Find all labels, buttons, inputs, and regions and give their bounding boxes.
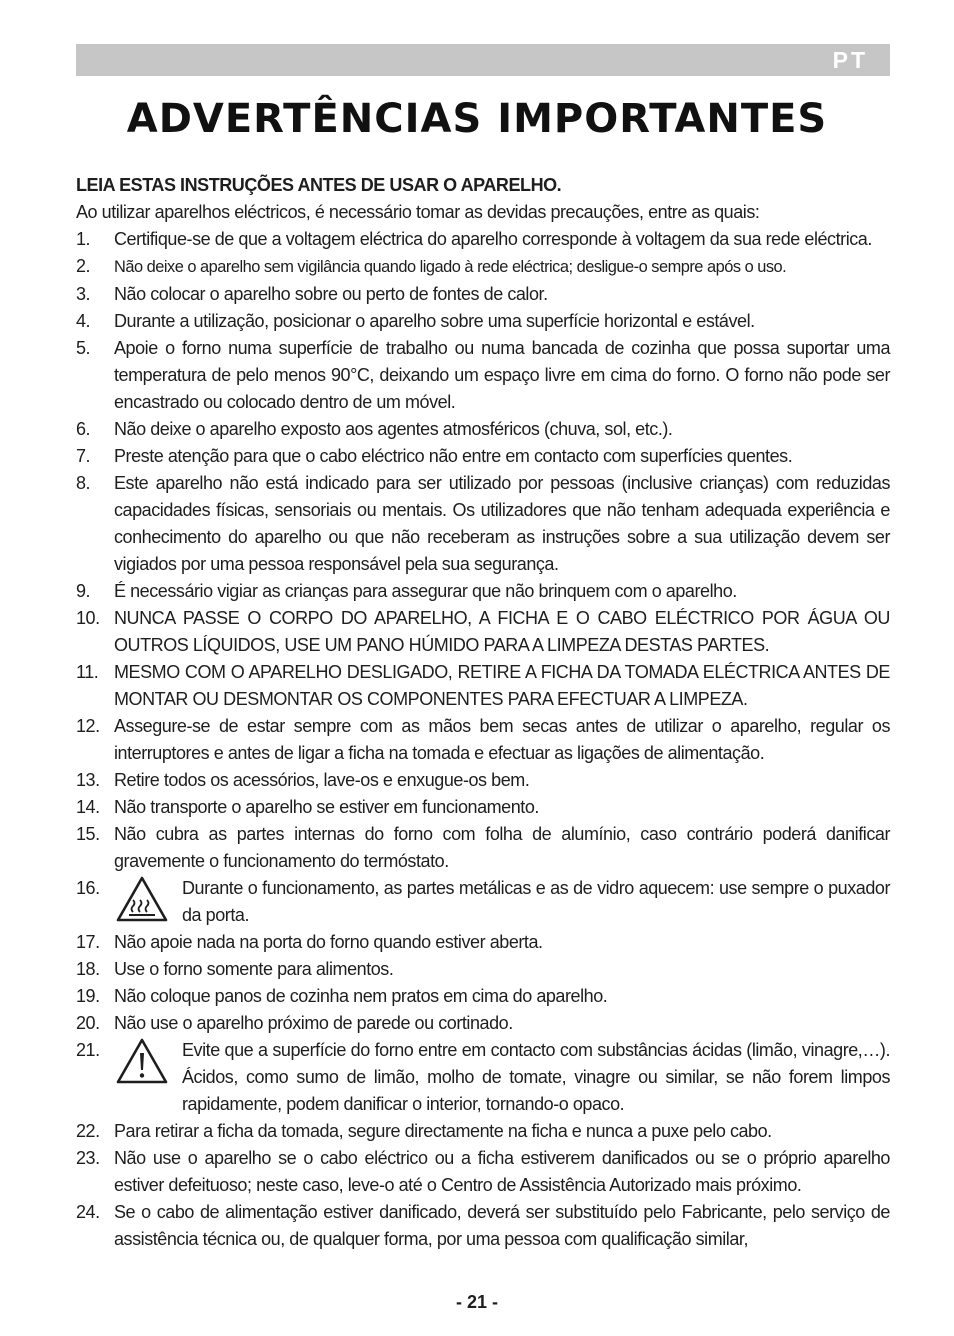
item-number: 22. [76,1121,100,1141]
item-text: Não use o aparelho próximo de parede ou cortinado. [114,1013,513,1033]
item-number: 7. [76,446,91,466]
language-bar [76,44,890,76]
item-text: Não deixe o aparelho sem vigilância quando ligado à rede eléctrica; desligue-o sempre após o uso. [114,258,787,276]
list-item [76,713,890,767]
item-number: 18. [76,959,100,979]
item-number: 9. [76,581,91,601]
list-item [76,443,890,470]
language-label: PT [832,47,868,73]
item-number: 5. [76,338,91,358]
list-item [76,605,890,659]
item-number: 15. [76,824,100,844]
item-number: 14. [76,797,100,817]
item-text: Assegure-se de estar sempre com as mãos bem secas antes de utilizar o aparelho, regular os interruptores e antes de ligar a ficha na tomada e efectuar as ligações de alimentação. [114,716,890,763]
item-text: Não colocar o aparelho sobre ou perto de fontes de calor. [114,284,548,304]
item-text: Não deixe o aparelho exposto aos agentes atmosféricos (chuva, sol, etc.). [114,419,673,439]
page-number: - 21 - [455,1292,498,1312]
item-text: Para retirar a ficha da tomada, segure directamente na ficha e nunca a puxe pelo cabo. [114,1121,772,1141]
item-text: Apoie o forno numa superfície de trabalho ou numa bancada de cozinha que possa suportar uma temperatura de pelo menos 90°C, deixando um espaço livre em cima do forno. O forno não pode ser encastrado ou colocado dentro de um móvel. [114,338,890,412]
list-item [76,1199,890,1253]
page-title: ADVERTÊNCIAS IMPORTANTES [126,96,828,142]
item-text: Este aparelho não está indicado para ser utilizado por pessoas (inclusive crianças) com reduzidas capacidades físicas, sensoriais ou mentais. Os utilizadores que não tenham adequada experiência e conhecimento do aparelho ou que não receberam as instruções sobre a sua utilização devem ser vigiados por uma pessoa responsável pela sua segurança. [114,473,890,574]
item-text: Retire todos os acessórios, lave-os e enxugue-os bem. [114,770,530,790]
item-number: 12. [76,716,100,736]
item-text: Evite que a superfície do forno entre em contacto com substâncias ácidas (limão, vinagre,…). Ácidos, como sumo de limão, molho de tomate, vinagre ou similar, se não forem limpos rapidamente, podem danificar o interior, tornando-o opaco. [182,1040,890,1114]
list-item [76,281,890,308]
item-number: 3. [76,284,91,304]
item-text: Não use o aparelho se o cabo eléctrico ou a ficha estiverem danificados ou se o próprio aparelho estiver defeituoso; neste caso, leve-o até o Centro de Assistência Autorizado mais próximo. [114,1148,890,1195]
item-number: 4. [76,311,91,331]
item-number: 10. [76,608,100,628]
list-item [76,335,890,416]
item-number: 1. [76,229,91,249]
item-number: 24. [76,1202,100,1222]
item-number: 17. [76,932,100,952]
item-number: 13. [76,770,100,790]
item-number: 21. [76,1040,100,1060]
item-number: 11. [76,662,99,682]
list-item [76,1037,890,1118]
list-item [76,308,890,335]
general-warning-icon [116,1037,168,1085]
item-text: Se o cabo de alimentação estiver danificado, deverá ser substituído pelo Fabricante, pelo serviço de assistência técnica ou, de qualquer forma, por uma pessoa com qualificação similar, [114,1202,890,1249]
list-item [76,875,890,929]
item-number: 16. [76,878,100,898]
list-item [76,929,890,956]
item-text: Use o forno somente para alimentos. [114,959,394,979]
document-body [76,172,890,1253]
instructions-heading: LEIA ESTAS INSTRUÇÕES ANTES DE USAR O APARELHO. [76,175,562,195]
item-number: 23. [76,1148,100,1168]
warnings-list [76,226,890,1253]
list-item [76,794,890,821]
item-text: Não transporte o aparelho se estiver em funcionamento. [114,797,539,817]
item-text: Não coloque panos de cozinha nem pratos em cima do aparelho. [114,986,608,1006]
list-item [76,470,890,578]
item-text: Durante a utilização, posicionar o aparelho sobre uma superfície horizontal e estável. [114,311,755,331]
item-text: Não cubra as partes internas do forno com folha de alumínio, caso contrário poderá danificar gravemente o funcionamento do termóstato. [114,824,890,871]
list-item [76,767,890,794]
list-item [76,253,890,281]
list-item [76,416,890,443]
item-number: 8. [76,473,91,493]
item-number: 2. [76,256,91,276]
list-item [76,659,890,713]
item-text: É necessário vigiar as crianças para assegurar que não brinquem com o aparelho. [114,581,737,601]
list-item [76,1118,890,1145]
list-item [76,983,890,1010]
list-item [76,1145,890,1199]
item-text: Não apoie nada na porta do forno quando estiver aberta. [114,932,543,952]
item-text: Durante o funcionamento, as partes metálicas e as de vidro aquecem: use sempre o puxador da porta. [182,878,890,925]
list-item [76,578,890,605]
item-text: Certifique-se de que a voltagem eléctrica do aparelho corresponde à voltagem da sua rede eléctrica. [114,229,872,249]
intro-text: Ao utilizar aparelhos eléctricos, é necessário tomar as devidas precauções, entre as quais: [76,202,760,222]
list-item [76,821,890,875]
hot-surface-warning-icon [116,875,168,923]
list-item [76,226,890,253]
item-text: NUNCA PASSE O CORPO DO APARELHO, A FICHA E O CABO ELÉCTRICO POR ÁGUA OU OUTROS LÍQUIDOS, USE UM PANO HÚMIDO PARA A LIMPEZA DESTAS PARTES. [114,608,890,655]
item-number: 20. [76,1013,100,1033]
list-item [76,956,890,983]
item-text: MESMO COM O APARELHO DESLIGADO, RETIRE A FICHA DA TOMADA ELÉCTRICA ANTES DE MONTAR OU DESMONTAR OS COMPONENTES PARA EFECTUAR A LIMPEZA. [114,662,890,709]
item-text: Preste atenção para que o cabo eléctrico não entre em contacto com superfícies quentes. [114,446,793,466]
list-item [76,1010,890,1037]
item-number: 6. [76,419,91,439]
item-number: 19. [76,986,100,1006]
